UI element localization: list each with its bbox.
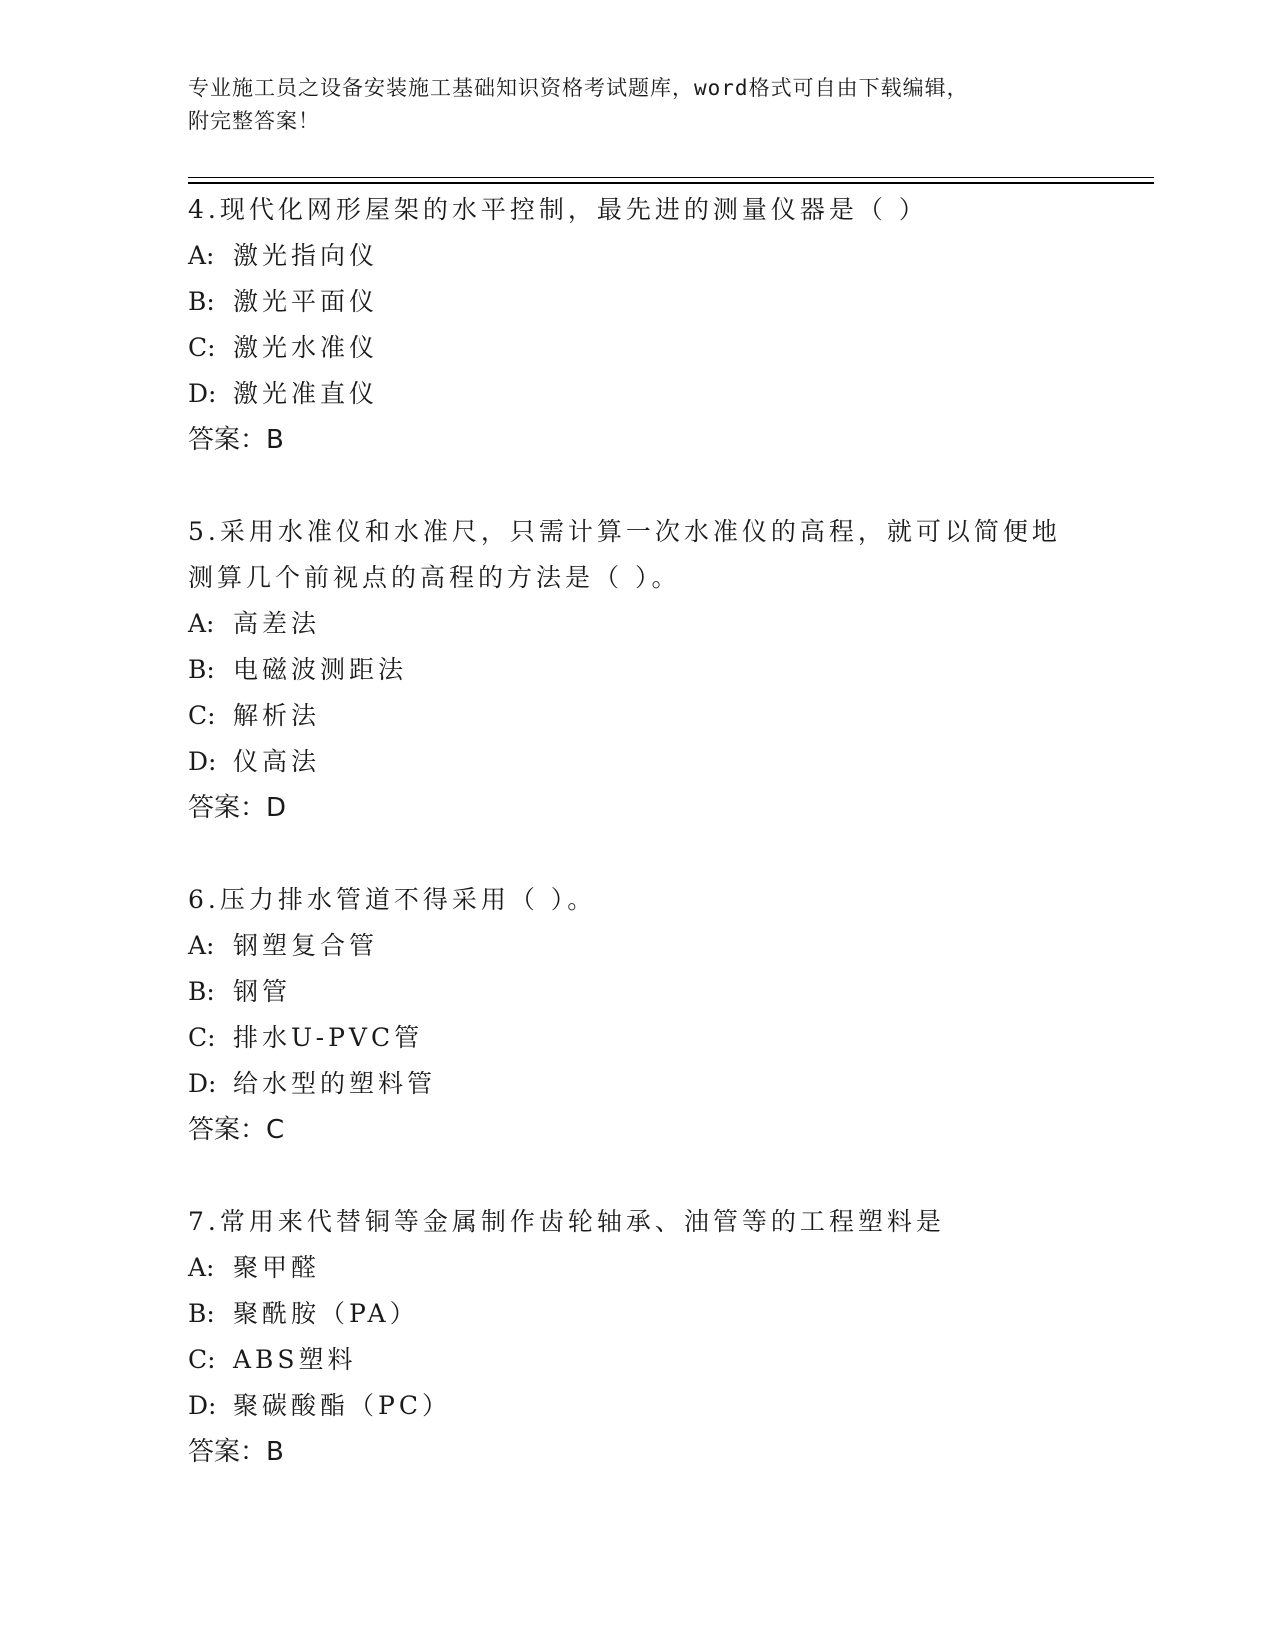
option-text: 给水型的塑料管 bbox=[233, 1069, 437, 1098]
option-key: D: bbox=[188, 747, 217, 776]
option-text: 解析法 bbox=[233, 701, 321, 730]
option-key: C: bbox=[188, 1345, 216, 1374]
option-key: C: bbox=[188, 701, 216, 730]
option-key: A: bbox=[188, 609, 215, 638]
option-c bbox=[188, 1337, 1148, 1383]
question-text: 4.现代化网形屋架的水平控制，最先进的测量仪器是（ ） bbox=[188, 195, 928, 224]
header-divider-thin bbox=[188, 177, 1154, 178]
option-text: 聚酰胺（PA） bbox=[233, 1299, 419, 1328]
question-text: 5.采用水准仪和水准尺，只需计算一次水准仪的高程，就可以简便地 bbox=[188, 517, 1061, 546]
option-key: C: bbox=[188, 1023, 216, 1052]
header-divider-thick bbox=[188, 182, 1154, 184]
option-text: 钢管 bbox=[233, 977, 292, 1006]
answer-line: 答案：B bbox=[188, 1437, 284, 1467]
question-4 bbox=[188, 187, 1148, 463]
option-d bbox=[188, 1383, 1148, 1429]
option-b bbox=[188, 279, 1148, 325]
option-b bbox=[188, 1291, 1148, 1337]
option-text: ABS塑料 bbox=[233, 1345, 357, 1374]
option-key: A: bbox=[188, 931, 215, 960]
header-line-2: 附完整答案！ bbox=[188, 109, 320, 133]
option-text: 激光水准仪 bbox=[233, 333, 379, 362]
option-text: 仪高法 bbox=[233, 747, 321, 776]
option-text: 聚甲醛 bbox=[233, 1253, 321, 1282]
option-d bbox=[188, 371, 1148, 417]
option-text: 钢塑复合管 bbox=[233, 931, 379, 960]
option-key: A: bbox=[188, 1253, 215, 1282]
question-text: 7.常用来代替铜等金属制作齿轮轴承、油管等的工程塑料是 bbox=[188, 1207, 945, 1236]
question-7 bbox=[188, 1199, 1148, 1475]
option-b bbox=[188, 969, 1148, 1015]
option-c bbox=[188, 1015, 1148, 1061]
option-a bbox=[188, 601, 1148, 647]
option-key: B: bbox=[188, 655, 215, 684]
option-a bbox=[188, 1245, 1148, 1291]
question-text: 6.压力排水管道不得采用（ ）。 bbox=[188, 885, 597, 914]
option-c bbox=[188, 325, 1148, 371]
document-header bbox=[188, 72, 1088, 138]
question-text-continued: 测算几个前视点的高程的方法是（ ）。 bbox=[188, 563, 681, 592]
header-line-1: 专业施工员之设备安装施工基础知识资格考试题库，word格式可自由下载编辑， bbox=[188, 76, 969, 100]
answer-line: 答案：D bbox=[188, 793, 287, 823]
option-text: 高差法 bbox=[233, 609, 321, 638]
option-b bbox=[188, 647, 1148, 693]
option-d bbox=[188, 739, 1148, 785]
option-d bbox=[188, 1061, 1148, 1107]
option-key: D: bbox=[188, 1069, 217, 1098]
question-list bbox=[188, 187, 1148, 1521]
question-5 bbox=[188, 509, 1148, 831]
option-key: A: bbox=[188, 241, 215, 270]
option-key: B: bbox=[188, 1299, 215, 1328]
option-a bbox=[188, 923, 1148, 969]
option-text: 激光平面仪 bbox=[233, 287, 379, 316]
option-text: 激光指向仪 bbox=[233, 241, 379, 270]
option-key: D: bbox=[188, 1391, 217, 1420]
option-text: 排水U-PVC管 bbox=[233, 1023, 424, 1052]
option-key: B: bbox=[188, 977, 215, 1006]
answer-line: 答案：C bbox=[188, 1115, 285, 1145]
option-a bbox=[188, 233, 1148, 279]
option-text: 电磁波测距法 bbox=[233, 655, 408, 684]
option-key: D: bbox=[188, 379, 217, 408]
option-text: 激光准直仪 bbox=[233, 379, 379, 408]
option-c bbox=[188, 693, 1148, 739]
answer-line: 答案：B bbox=[188, 425, 284, 455]
option-text: 聚碳酸酯（PC） bbox=[233, 1391, 451, 1420]
question-6 bbox=[188, 877, 1148, 1153]
option-key: C: bbox=[188, 333, 216, 362]
option-key: B: bbox=[188, 287, 215, 316]
